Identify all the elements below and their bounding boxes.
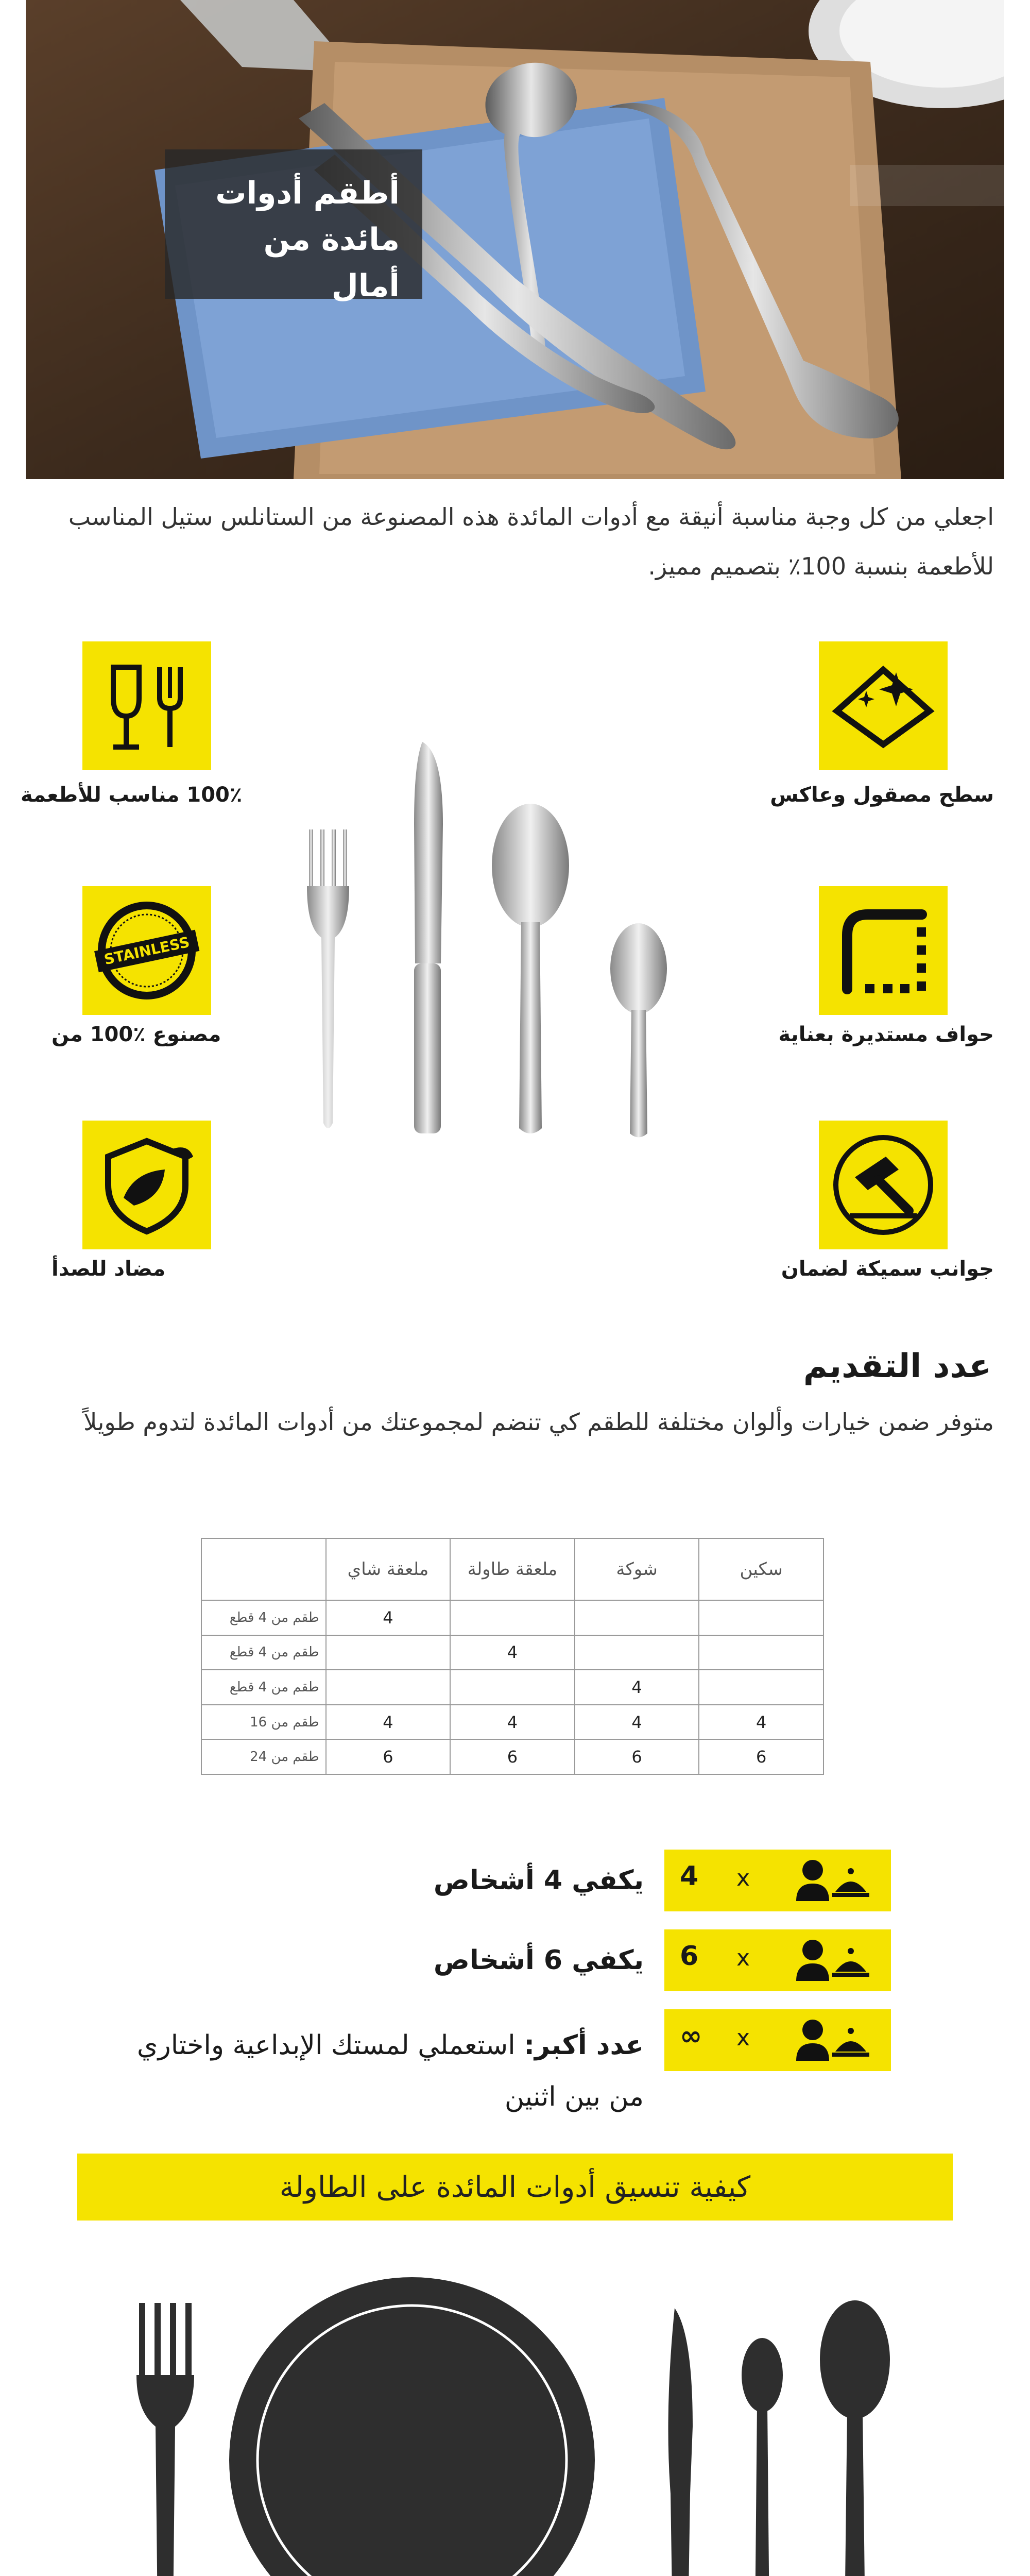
arrange-banner: كيفية تنسيق أدوات المائدة على الطاولة [77,2154,953,2221]
hero-title: أطقم أدوات مائدة من أمال [215,175,400,304]
tablespoon-icon [820,2300,890,2576]
people-dish-icon [793,1856,876,1905]
table-row: طقم من 4 قطع 4 [201,1600,823,1635]
people-dish-icon [793,1936,876,1985]
table-row: طقم من 16 4 4 4 4 [201,1705,823,1740]
serves-6-text: يكفي 6 أشخاص [433,1945,644,1976]
feature-label-thick-sides: جوانب سميكة لضمان [781,1257,994,1281]
cutlery-set-illustration [288,721,752,1144]
glass-fork-icon [82,641,211,770]
serves-4-text: يكفي 4 أشخاص [433,1865,644,1896]
table-setting-illustration [0,2257,1030,2576]
table-row: طقم من 24 6 6 6 6 [201,1739,823,1774]
table-header-cell [201,1538,326,1600]
feature-label-polished: سطح مصقول وعاكس [770,783,994,807]
hammer-icon [819,1121,948,1249]
sparkle-surface-icon [819,641,948,770]
serving-table [201,1538,824,1775]
serves-more-badge: ∞ x [664,2009,891,2071]
plate-icon [229,2277,595,2576]
serving-description: متوفر ضمن خيارات وألوان مختلفة للطقم كي تنضم لمجموعتك من أدوات المائدة لتدوم طويلاً [83,1408,994,1436]
table-row: طقم من 4 قطع 4 [201,1670,823,1705]
table-row: طقم من 4 قطع 4 [201,1635,823,1670]
table-header-cell: شوكة [575,1538,699,1600]
table-header-cell: ملعقة طاولة [450,1538,575,1600]
serves-4-badge: 4 x [664,1850,891,1911]
feature-label-rust-proof: مضاد للصدأ [52,1257,166,1281]
people-dish-icon [793,2015,876,2065]
fork-icon [307,829,349,1128]
serves-6-badge: 6 x [664,1929,891,1991]
rounded-corners-icon [819,886,948,1015]
intro-text: اجعلي من كل وجبة مناسبة أنيقة مع أدوات المائدة هذه المصنوعة من الستانلس ستيل المناسب للأطعمة بنسبة 100٪ بتصميم مميز. [68,503,994,580]
tablespoon-icon [492,804,569,1133]
shield-leaf-icon [82,1121,211,1249]
feature-label-rounded-edges: حواف مستديرة بعناية [778,1023,994,1046]
feature-label-food-grade: 100٪ مناسب للأطعمة [21,783,243,807]
table-header-cell: ملعقة شاي [326,1538,451,1600]
hero-banner [26,0,1004,479]
stainless-badge-icon [82,886,211,1015]
fork-icon [136,2303,194,2576]
knife-icon [414,742,443,1133]
teaspoon-icon [742,2338,783,2576]
serving-heading: عدد التقديم [803,1347,991,1385]
hero-title-box [165,149,422,304]
teaspoon-icon [610,923,667,1138]
feature-label-stainless: مصنوع ٪100 من [52,1023,221,1046]
serves-more-text: عدد أكبر: استعملي لمستك الإبداعية واختاري من بين اثنين [136,2030,644,2112]
stainless-badge-text: STAINLESS [102,933,192,969]
knife-icon [668,2308,693,2576]
table-header-cell: سكين [699,1538,823,1600]
